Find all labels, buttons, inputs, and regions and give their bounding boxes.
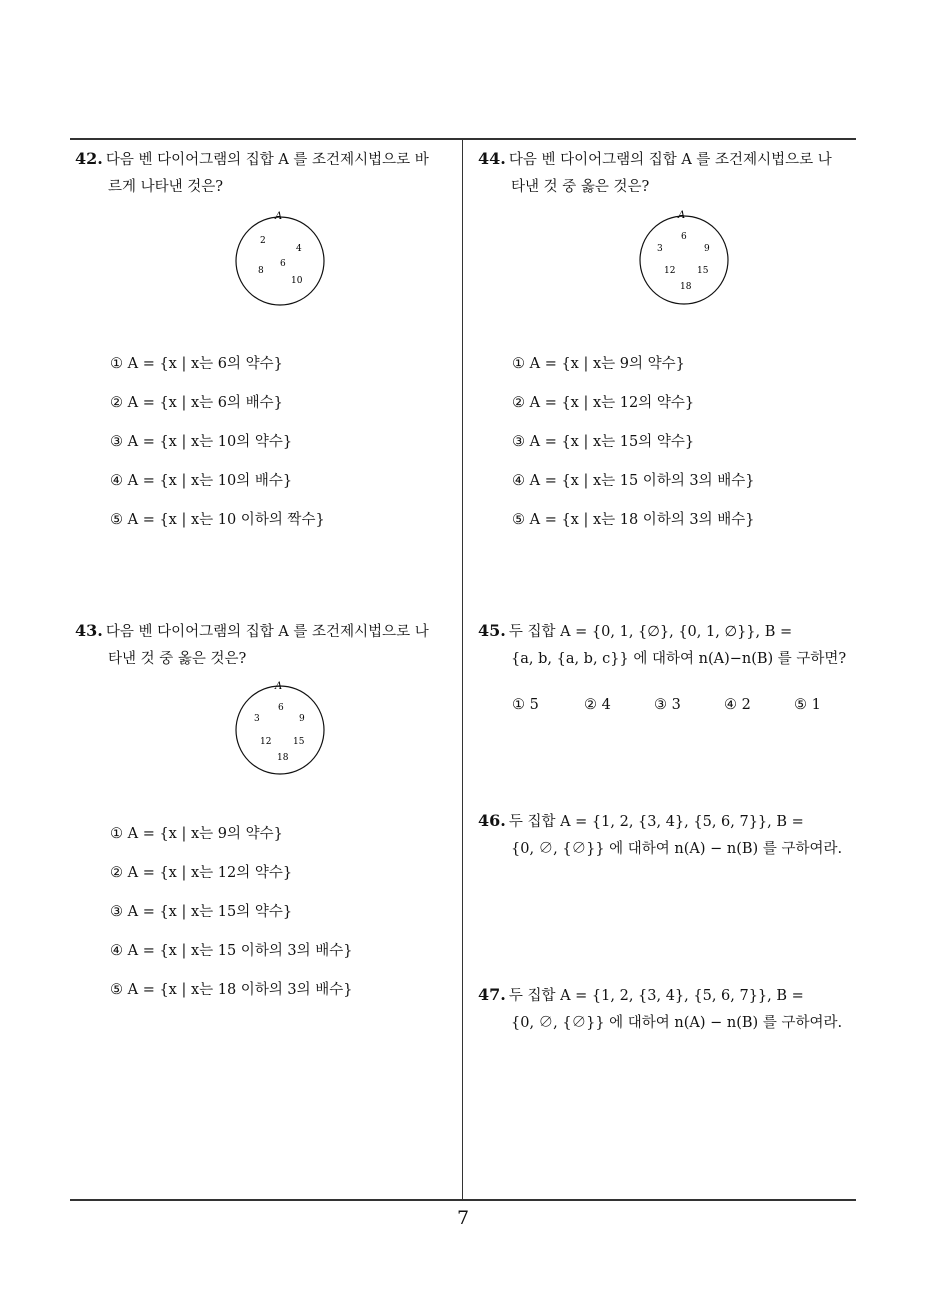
option-1[interactable]: ① A = {x | x는 6의 약수} [110, 356, 283, 372]
venn-element: 12 [664, 266, 676, 276]
venn-set-label: A [678, 210, 686, 221]
stem-line-1: 다음 벤 다이어그램의 집합 A 를 조건제시법으로 바 [105, 152, 429, 168]
venn-element: 15 [293, 737, 305, 747]
question-number: 43. [75, 621, 103, 640]
option-3[interactable]: ③ A = {x | x는 15의 약수} [110, 904, 293, 920]
option-3[interactable]: ③ A = {x | x는 10의 약수} [110, 434, 293, 450]
option-5[interactable]: ⑤ A = {x | x는 10 이하의 짝수} [110, 512, 325, 528]
option-4[interactable]: ④ A = {x | x는 15 이하의 3의 배수} [512, 473, 755, 489]
question-stem [478, 807, 863, 863]
option-4[interactable]: ④ A = {x | x는 10의 배수} [110, 473, 293, 489]
question-stem [478, 145, 863, 201]
venn-diagram-42 [220, 205, 340, 315]
question-number: 47. [478, 985, 506, 1004]
option-1[interactable]: ① 5 [512, 697, 539, 713]
stem-line-1: 다음 벤 다이어그램의 집합 A 를 조건제시법으로 나 [105, 624, 429, 640]
question-46 [478, 807, 863, 863]
venn-element: 9 [299, 714, 305, 724]
question-number: 42. [75, 149, 103, 168]
question-stem [75, 617, 460, 673]
question-number: 45. [478, 621, 506, 640]
option-5[interactable]: ⑤ A = {x | x는 18 이하의 3의 배수} [512, 512, 755, 528]
venn-diagram-44 [624, 205, 744, 315]
question-number: 44. [478, 149, 506, 168]
venn-element: 18 [680, 282, 692, 292]
question-number: 46. [478, 811, 506, 830]
stem-line-2: 타낸 것 중 옳은 것은? [511, 179, 650, 195]
venn-diagram-43 [220, 676, 340, 786]
question-47 [478, 981, 863, 1037]
question-stem [478, 981, 863, 1037]
option-4[interactable]: ④ A = {x | x는 15 이하의 3의 배수} [110, 943, 353, 959]
option-1[interactable]: ① A = {x | x는 9의 약수} [110, 826, 283, 842]
option-3[interactable]: ③ 3 [654, 697, 681, 713]
venn-element: 4 [296, 244, 302, 254]
option-2[interactable]: ② A = {x | x는 12의 약수} [110, 865, 293, 881]
stem-line-2: 타낸 것 중 옳은 것은? [108, 651, 247, 667]
venn-set-label: A [275, 211, 283, 222]
venn-element: 3 [657, 244, 663, 254]
stem-line-1: 두 집합 A = {0, 1, {∅}, {0, 1, ∅}}, B = [508, 624, 793, 640]
venn-element: 8 [258, 266, 264, 276]
option-1[interactable]: ① A = {x | x는 9의 약수} [512, 356, 685, 372]
option-5[interactable]: ⑤ 1 [794, 697, 821, 713]
venn-set-label: A [275, 681, 283, 692]
option-4[interactable]: ④ 2 [724, 697, 751, 713]
question-42 [75, 145, 460, 201]
venn-element: 9 [704, 244, 710, 254]
option-2[interactable]: ② A = {x | x는 6의 배수} [110, 395, 283, 411]
stem-line-2: {0, ∅, {∅}} 에 대하여 n(A) − n(B) 를 구하여라. [511, 1015, 843, 1031]
venn-element: 6 [681, 232, 687, 242]
venn-element: 2 [260, 236, 266, 246]
question-stem [75, 145, 460, 201]
stem-line-1: 두 집합 A = {1, 2, {3, 4}, {5, 6, 7}}, B = [508, 814, 804, 830]
stem-line-2: 르게 나타낸 것은? [108, 179, 224, 195]
option-5[interactable]: ⑤ A = {x | x는 18 이하의 3의 배수} [110, 982, 353, 998]
option-2[interactable]: ② 4 [584, 697, 611, 713]
venn-element: 12 [260, 737, 272, 747]
options-45 [512, 697, 834, 713]
venn-element: 6 [278, 703, 284, 713]
column-divider [462, 139, 463, 1201]
venn-element: 18 [277, 753, 289, 763]
question-44 [478, 145, 863, 201]
option-2[interactable]: ② A = {x | x는 12의 약수} [512, 395, 695, 411]
stem-line-1: 두 집합 A = {1, 2, {3, 4}, {5, 6, 7}}, B = [508, 988, 804, 1004]
bottom-rule [70, 1199, 856, 1201]
stem-line-2: {0, ∅, {∅}} 에 대하여 n(A) − n(B) 를 구하여라. [511, 841, 843, 857]
stem-line-2: {a, b, {a, b, c}} 에 대하여 n(A)−n(B) 를 구하면? [511, 651, 847, 667]
venn-element: 15 [697, 266, 709, 276]
question-45 [478, 617, 863, 673]
question-stem [478, 617, 863, 673]
option-3[interactable]: ③ A = {x | x는 15의 약수} [512, 434, 695, 450]
venn-element: 6 [280, 259, 286, 269]
page-number: 7 [456, 1207, 470, 1229]
venn-element: 10 [291, 276, 303, 286]
stem-line-1: 다음 벤 다이어그램의 집합 A 를 조건제시법으로 나 [508, 152, 832, 168]
venn-element: 3 [254, 714, 260, 724]
question-43 [75, 617, 460, 673]
